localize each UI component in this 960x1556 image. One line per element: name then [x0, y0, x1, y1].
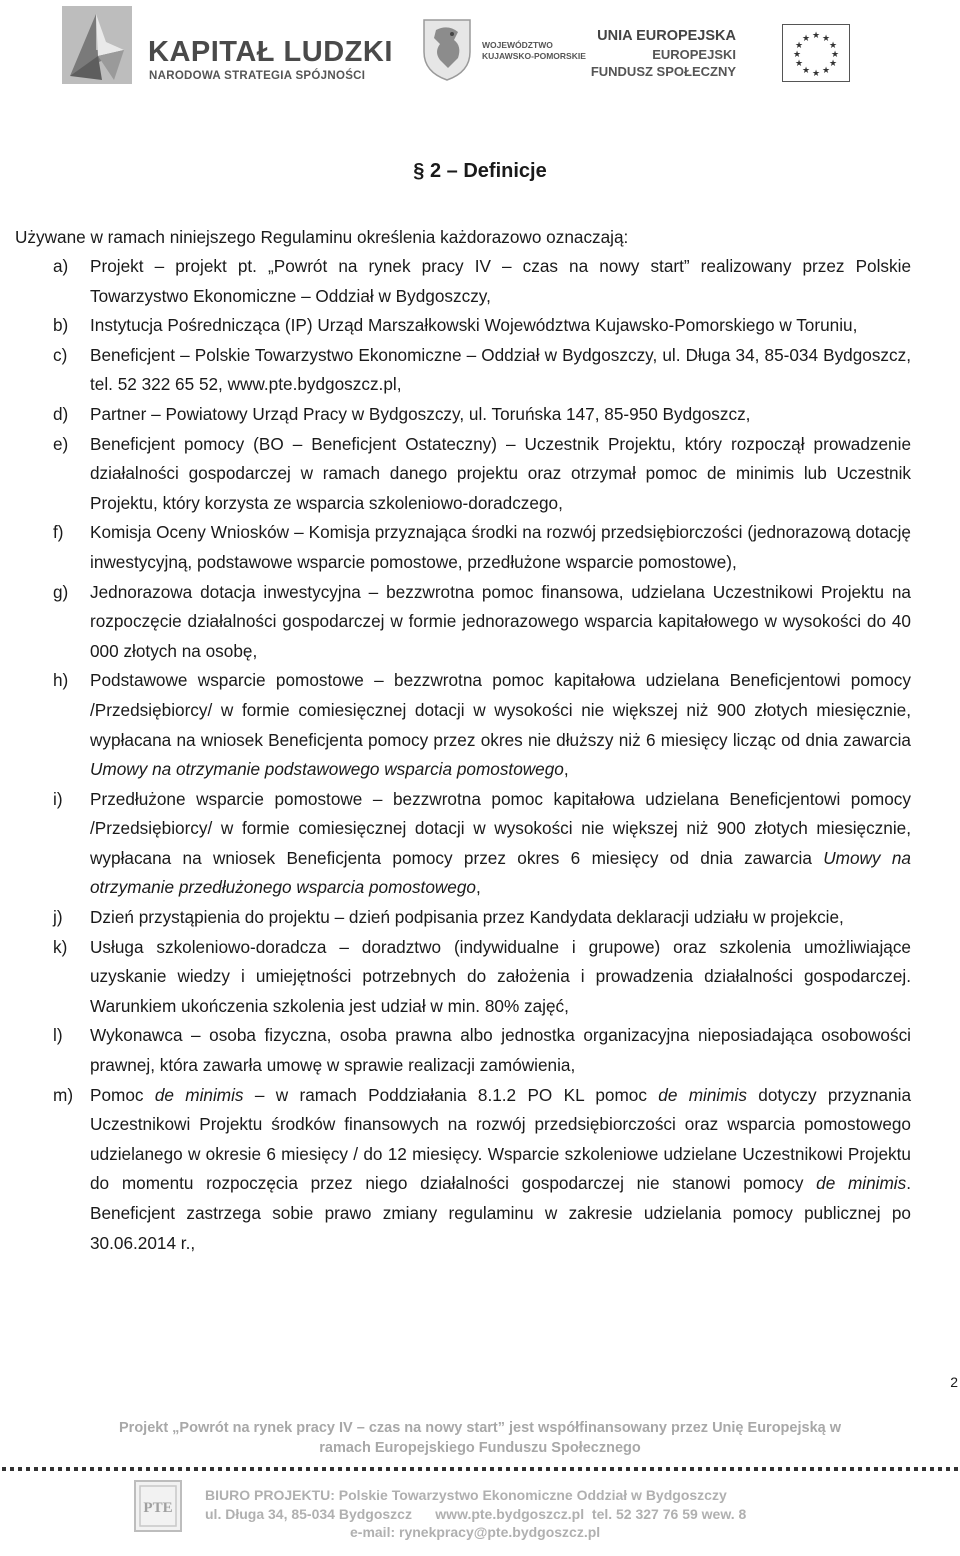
footer-cofinancing-note	[0, 1418, 960, 1458]
definition-text: Partner – Powiatowy Urząd Pracy w Bydgoszczy, ul. Toruńska 147, 85-950 Bydgoszcz,	[90, 403, 751, 424]
svg-text:★: ★	[821, 66, 831, 76]
svg-text:★: ★	[821, 34, 831, 44]
definition-letter: b)	[53, 315, 69, 336]
svg-text:★: ★	[830, 50, 840, 60]
wojewodztwo-line2: KUJAWSKO-POMORSKIE	[482, 51, 586, 61]
de-minimis-italic-1: de minimis	[154, 1084, 244, 1105]
footer-contact-line2: ul. Długa 34, 85-034 Bydgoszcz www.pte.bydgoszcz.pl tel. 52 327 76 59 wew. 8	[205, 1505, 747, 1522]
unia-europejska-logo	[590, 24, 850, 90]
definition-tail: ,	[475, 877, 481, 898]
definition-text: Jednorazowa dotacja inwestycyjna – bezzwrotna pomoc finansowa, udzielana Uczestnikowi Projektu na rozpoczęcie działalności gospodarczej w formie jednorazowego wsparcia kapitałowego w wysokości do 40 000 złotych na osobę,	[90, 581, 911, 661]
svg-text:★: ★	[811, 69, 821, 79]
de-minimis-text-1: Pomoc	[90, 1084, 155, 1105]
page-number: 2	[950, 1374, 958, 1390]
footer-note-line2: ramach Europejskiego Funduszu Społecznego	[319, 1440, 641, 1456]
footer-contact	[205, 1486, 805, 1542]
svg-text:★: ★	[828, 41, 838, 51]
definition-letter: m)	[53, 1084, 74, 1105]
footer-dotted-divider	[0, 1464, 960, 1474]
definition-item-de-minimis	[53, 1081, 911, 1259]
definition-letter: g)	[53, 581, 69, 602]
definition-item	[53, 1021, 911, 1080]
definition-item	[53, 341, 911, 400]
svg-text:★: ★	[828, 59, 838, 69]
intro-paragraph: Używane w ramach niniejszego Regulaminu określenia każdorazowo oznaczają:	[15, 227, 629, 247]
definition-text: Usługa szkoleniowo-doradcza – doradztwo (indywidualne i grupowe) oraz szkolenia umożliwiające uzyskanie wiedzy i umiejętności potrzebnych do założenia i prowadzenia działalności gospodarczej. Warunkiem ukończenia szkolenia jest udział w min. 80% zajęć,	[90, 936, 911, 1016]
svg-text:★: ★	[801, 34, 811, 44]
svg-text:★: ★	[794, 41, 804, 51]
definition-item	[53, 903, 911, 933]
svg-text:★: ★	[794, 59, 804, 69]
svg-text:★: ★	[792, 50, 802, 60]
de-minimis-italic-2: de minimis	[658, 1084, 747, 1105]
definition-item	[53, 666, 911, 784]
definition-letter: i)	[53, 788, 63, 809]
definition-letter: l)	[53, 1025, 63, 1046]
definition-text: Projekt – projekt pt. „Powrót na rynek pracy IV – czas na nowy start” realizowany przez Polskie Towarzystwo Ekonomiczne – Oddział w Bydgoszczy,	[90, 256, 911, 306]
footer-note-line1: Projekt „Powrót na rynek pracy IV – czas na nowy start” jest współfinansowany przez Unię Europejską w	[119, 1420, 841, 1436]
kapital-ludzki-logo	[62, 6, 393, 84]
footer-contact-line3: e-mail: rynekpracy@pte.bydgoszcz.pl	[350, 1524, 601, 1540]
footer-contact-line1: BIURO PROJEKTU: Polskie Towarzystwo Ekonomiczne Oddział w Bydgoszczy	[205, 1487, 727, 1503]
definition-tail: ,	[563, 759, 569, 780]
section-title: § 2 – Definicje	[413, 160, 547, 182]
definition-letter: a)	[53, 256, 69, 276]
definition-item	[53, 430, 911, 519]
kapital-ludzki-subtitle: NARODOWA STRATEGIA SPÓJNOŚCI	[149, 70, 366, 82]
definition-item	[53, 518, 911, 577]
wojewodztwo-line1: WOJEWÓDZTWO	[482, 40, 553, 50]
definition-letter: c)	[53, 344, 68, 365]
definition-item	[53, 252, 911, 311]
definition-letter: f)	[53, 522, 64, 543]
definition-text: Beneficjent – Polskie Towarzystwo Ekonomiczne – Oddział w Bydgoszczy, ul. Długa 34, 85-034 Bydgoszcz, tel. 52 322 65 52, www.pte.bydgoszcz.pl,	[90, 344, 911, 395]
definition-letter: d)	[53, 403, 69, 424]
kapital-ludzki-title: KAPITAŁ LUDZKI	[148, 36, 393, 68]
ue-line1: UNIA EUROPEJSKA	[597, 28, 736, 44]
griffin-shield-icon	[418, 16, 476, 82]
pte-logo-text: PTE	[143, 1500, 173, 1516]
definition-text: Dzień przystąpienia do projektu – dzień podpisania przez Kandydata deklaracji udziału w projekcie,	[90, 907, 844, 928]
definition-item	[53, 400, 911, 430]
definition-italic: Umowy na otrzymanie podstawowego wsparcia pomostowego	[90, 759, 564, 780]
de-minimis-text-2: – w ramach Poddziałania 8.1.2 PO KL pomoc	[243, 1084, 659, 1105]
definition-letter: j)	[53, 907, 63, 928]
definition-item	[53, 933, 911, 1022]
wojewodztwo-text	[482, 40, 586, 62]
definition-text: Podstawowe wsparcie pomostowe – bezzwrotna pomoc kapitałowa udzielana Beneficjentowi pomocy /Przedsiębiorcy/ w formie comiesięcznej dotacji w wysokości nie większej niż 900 złotych miesięcznie, wypłacana na wniosek Beneficjenta pomocy przez okres nie dłuższy niż 6 miesięcy licząc od dnia zawarcia	[90, 670, 911, 750]
definitions-list	[53, 252, 911, 1258]
definition-letter: h)	[53, 670, 69, 691]
pte-logo-icon	[134, 1480, 182, 1532]
de-minimis-text-3: dotyczy przyznania Uczestnikowi Projektu środków finansowych na rozwój przedsiębiorczości oraz wsparcia pomostowego udzielanego w okresie 6 miesięcy / do 12 miesięcy. Wsparcie szkoleniowe udzielane Uczestnikowi Projektu do momentu rozpoczęcia przez niego działalności gospodarczej nie stanowi pomocy	[90, 1084, 912, 1194]
definition-letter: e)	[53, 433, 69, 454]
ue-line2: EUROPEJSKI	[652, 47, 736, 62]
eu-flag-icon	[782, 24, 850, 82]
de-minimis-italic-3: de minimis	[816, 1173, 907, 1194]
definition-text: Beneficjent pomocy (BO – Beneficjent Ostateczny) – Uczestnik Projektu, który rozpoczął prowadzenie działalności gospodarczej w ramach danego projektu oraz otrzymał pomoc de minimis lub Uczestnik Projektu, który korzysta ze wsparcia szkoleniowo-doradczego,	[90, 433, 911, 513]
svg-text:★: ★	[801, 66, 811, 76]
definition-text: Instytucja Pośrednicząca (IP) Urząd Marszałkowski Województwa Kujawsko-Pomorskiego w Toruniu,	[90, 315, 858, 336]
definition-item	[53, 785, 911, 903]
kapital-ludzki-star-icon	[62, 6, 132, 84]
wojewodztwo-logo	[418, 16, 608, 82]
definition-italic: Umowy na otrzymanie przedłużonego wsparcia pomostowego	[90, 847, 911, 898]
definition-text: Komisja Oceny Wniosków – Komisja przyznająca środki na rozwój przedsiębiorczości (jednorazową dotację inwestycyjną, podstawowe wsparcie pomostowe, przedłużone wsparcie pomostowe),	[90, 522, 911, 572]
ue-line3: FUNDUSZ SPOŁECZNY	[590, 64, 736, 79]
de-minimis-text-4: . Beneficjent zastrzega sobie prawo zmiany regulaminu w zakresie udzielania pomocy publicznej po 30.06.2014 r.,	[90, 1173, 911, 1253]
definition-text: Wykonawca – osoba fizyczna, osoba prawna albo jednostka organizacyjna nieposiadająca osobowości prawnej, która zawarła umowę w sprawie realizacji zamówienia,	[90, 1025, 911, 1076]
svg-text:★: ★	[811, 31, 821, 41]
definition-letter: k)	[53, 936, 68, 957]
definition-item	[53, 311, 911, 341]
definition-item	[53, 578, 911, 667]
definition-text: Przedłużone wsparcie pomostowe – bezzwrotna pomoc kapitałowa udzielana Beneficjentowi pomocy /Przedsiębiorcy/ w formie comiesięcznej dotacji w wysokości nie większej niż 900 złotych miesięcznie, wypłacana na wniosek Beneficjenta pomocy przez okres 6 miesięcy od dnia zawarcia	[90, 788, 911, 868]
